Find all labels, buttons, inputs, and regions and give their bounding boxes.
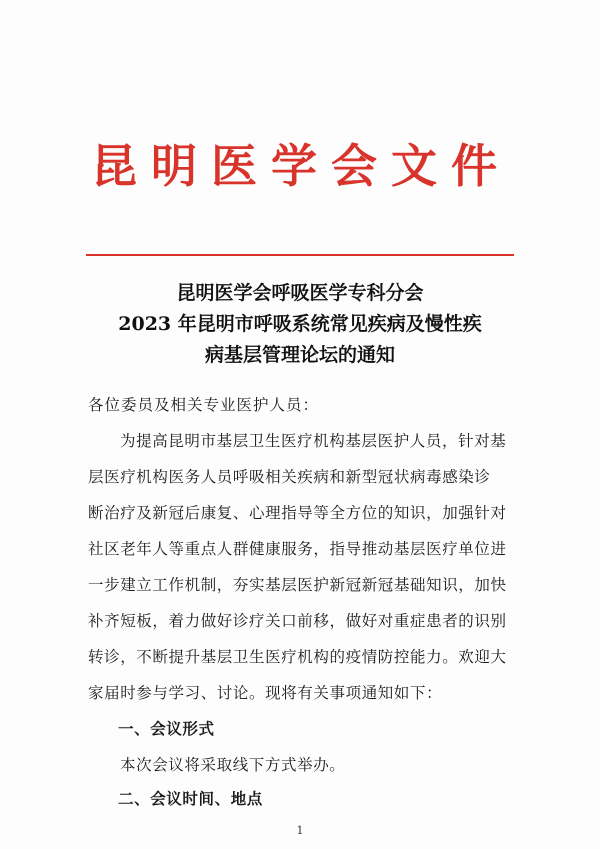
page-number: 1 — [296, 824, 304, 837]
body-line: 层医疗机构医务人员呼吸相关疾病和新型冠状病毒感染诊 — [88, 468, 491, 486]
salutation: 各位委员及相关专业医护人员： — [88, 396, 320, 414]
body-line: 断治疗及新冠后康复、心理指导等全方位的知识，加强针对 — [88, 504, 507, 522]
header-red-rule — [86, 254, 514, 256]
document-title-line-3: 病基层管理论坛的通知 — [204, 344, 395, 366]
document-header-title: 昆明医学会文件 — [91, 139, 511, 193]
body-line: 转诊，不断提升基层卫生医疗机构的疫情防控能力。欢迎大 — [88, 648, 507, 666]
section-1-heading: 一、会议形式 — [118, 719, 215, 738]
document-title-line-2: 2023 年昆明市呼吸系统常见疾病及慢性疾 — [118, 313, 482, 335]
body-line: 补齐短板，着力做好诊疗关口前移，做好对重症患者的识别 — [88, 612, 507, 630]
body-line: 社区老年人等重点人群健康服务，指导推动基层医疗单位进 — [88, 540, 507, 558]
body-line: 为提高昆明市基层卫生医疗机构基层医护人员，针对基 — [120, 432, 507, 450]
body-line: 一步建立工作机制，夯实基层医护新冠新冠基础知识，加快 — [88, 576, 507, 594]
section-2-heading: 二、会议时间、地点 — [118, 789, 263, 808]
section-1-text: 本次会议将采取线下方式举办。 — [120, 756, 346, 774]
document-title-line-1: 昆明医学会呼吸医学专科分会 — [176, 282, 424, 304]
body-line: 家届时参与学习、讨论。现将有关事项通知如下： — [88, 684, 443, 702]
